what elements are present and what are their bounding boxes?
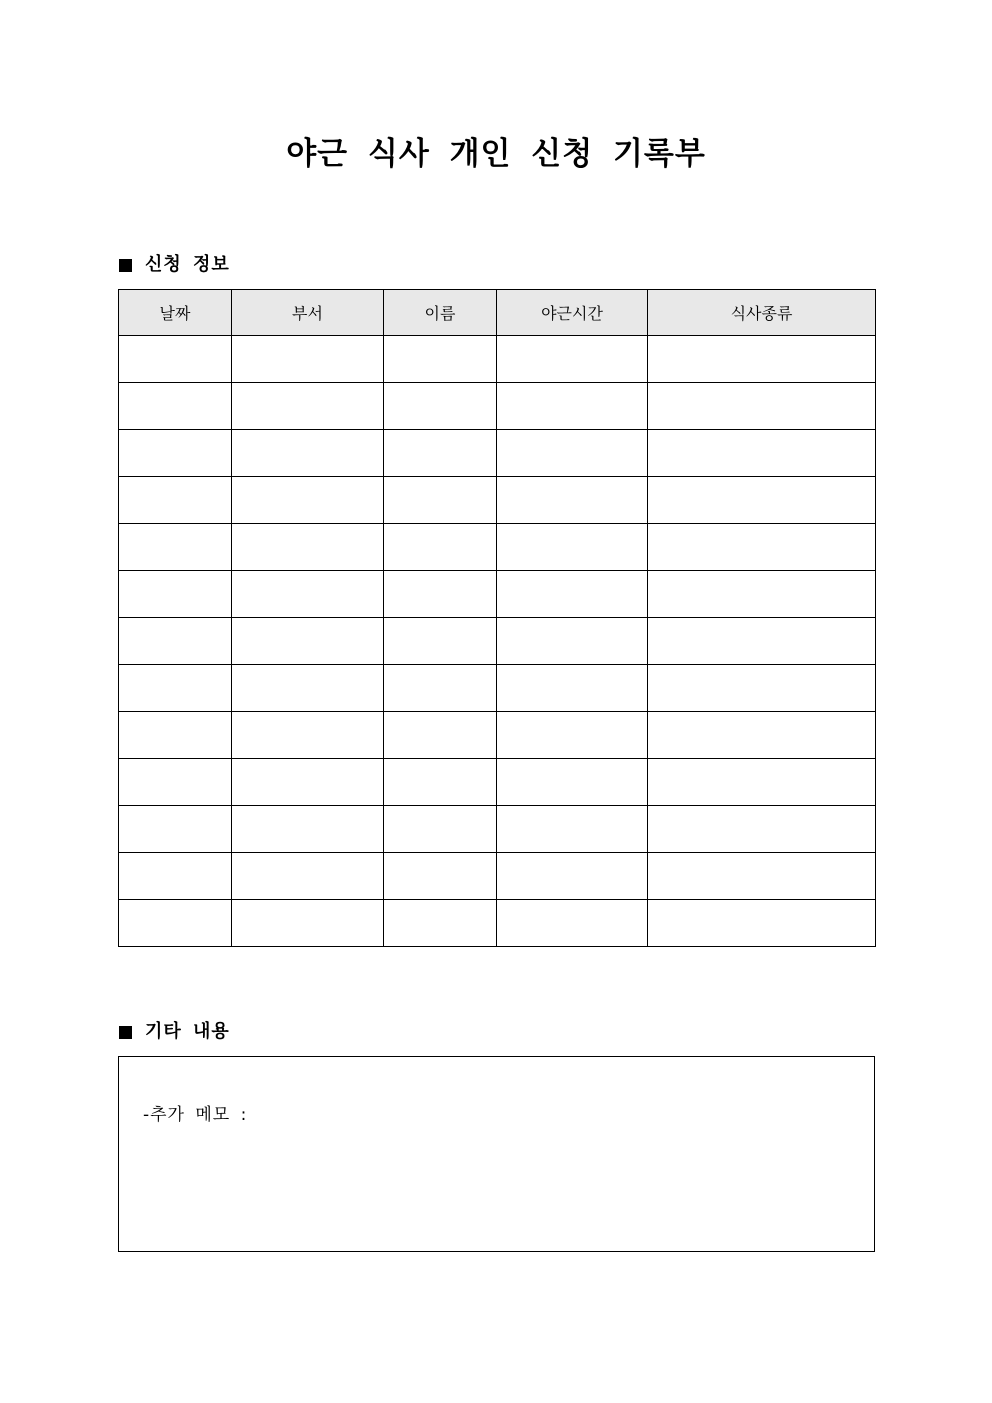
table-cell-meal-type[interactable] [648,759,876,806]
table-cell-department[interactable] [232,806,384,853]
table-cell-meal-type[interactable] [648,900,876,947]
table-row [119,900,876,947]
table-row [119,336,876,383]
table-cell-date[interactable] [119,806,232,853]
table-cell-name[interactable] [384,900,497,947]
table-cell-date[interactable] [119,430,232,477]
table-cell-name[interactable] [384,524,497,571]
table-cell-name[interactable] [384,336,497,383]
table-cell-department[interactable] [232,759,384,806]
table-cell-meal-type[interactable] [648,571,876,618]
table-cell-meal-type[interactable] [648,383,876,430]
table-cell-overtime-hours[interactable] [497,665,648,712]
table-cell-date[interactable] [119,477,232,524]
table-row [119,383,876,430]
table-cell-date[interactable] [119,853,232,900]
table-cell-date[interactable] [119,383,232,430]
table-cell-name[interactable] [384,430,497,477]
table-row [119,618,876,665]
table-cell-department[interactable] [232,336,384,383]
table-cell-department[interactable] [232,477,384,524]
table-row [119,571,876,618]
table-cell-overtime-hours[interactable] [497,336,648,383]
table-cell-overtime-hours[interactable] [497,383,648,430]
table-cell-overtime-hours[interactable] [497,430,648,477]
table-cell-name[interactable] [384,571,497,618]
section-label: 기타 내용 [145,1021,230,1042]
table-cell-meal-type[interactable] [648,665,876,712]
table-cell-name[interactable] [384,759,497,806]
section-heading-other-content [119,1020,230,1044]
table-cell-meal-type[interactable] [648,336,876,383]
table-cell-overtime-hours[interactable] [497,524,648,571]
table-cell-date[interactable] [119,524,232,571]
table-cell-date[interactable] [119,618,232,665]
section-heading-application-info [119,253,230,277]
table-row [119,759,876,806]
table-cell-meal-type[interactable] [648,853,876,900]
table-cell-meal-type[interactable] [648,524,876,571]
table-header-row [119,290,876,336]
column-header-name: 이름 [384,290,497,336]
table-cell-date[interactable] [119,900,232,947]
square-bullet-icon [119,259,132,272]
table-cell-department[interactable] [232,571,384,618]
table-cell-overtime-hours[interactable] [497,806,648,853]
table-cell-name[interactable] [384,853,497,900]
table-cell-overtime-hours[interactable] [497,571,648,618]
table-cell-department[interactable] [232,383,384,430]
table-cell-meal-type[interactable] [648,430,876,477]
square-bullet-icon [119,1026,132,1039]
table-row [119,477,876,524]
table-cell-date[interactable] [119,759,232,806]
section-label: 신청 정보 [145,254,230,275]
table-cell-name[interactable] [384,665,497,712]
table-row [119,430,876,477]
table-cell-name[interactable] [384,618,497,665]
table-cell-overtime-hours[interactable] [497,900,648,947]
table-cell-department[interactable] [232,524,384,571]
table-cell-meal-type[interactable] [648,806,876,853]
table-cell-department[interactable] [232,853,384,900]
table-cell-name[interactable] [384,477,497,524]
table-body [119,336,876,947]
table-cell-meal-type[interactable] [648,618,876,665]
column-header-date: 날짜 [119,290,232,336]
table-cell-date[interactable] [119,336,232,383]
table-cell-date[interactable] [119,571,232,618]
table-cell-department[interactable] [232,712,384,759]
table-cell-overtime-hours[interactable] [497,853,648,900]
table-row [119,665,876,712]
table-cell-name[interactable] [384,806,497,853]
table-cell-department[interactable] [232,900,384,947]
column-header-overtime-hours: 야근시간 [497,290,648,336]
table-row [119,712,876,759]
table-row [119,524,876,571]
table-cell-department[interactable] [232,618,384,665]
table-cell-department[interactable] [232,665,384,712]
table-cell-overtime-hours[interactable] [497,759,648,806]
table-cell-meal-type[interactable] [648,712,876,759]
table-cell-name[interactable] [384,712,497,759]
column-header-meal-type: 식사종류 [648,290,876,336]
table-cell-overtime-hours[interactable] [497,712,648,759]
table-cell-name[interactable] [384,383,497,430]
table-cell-date[interactable] [119,665,232,712]
table-cell-department[interactable] [232,430,384,477]
application-record-table [118,289,876,947]
table-row [119,806,876,853]
memo-box[interactable] [118,1056,875,1252]
table-cell-overtime-hours[interactable] [497,618,648,665]
table-cell-overtime-hours[interactable] [497,477,648,524]
table-row [119,853,876,900]
memo-label: -추가 메모 : [143,1105,248,1125]
document-title: 야근 식사 개인 신청 기록부 [286,136,706,172]
column-header-department: 부서 [232,290,384,336]
table-cell-date[interactable] [119,712,232,759]
table-cell-meal-type[interactable] [648,477,876,524]
